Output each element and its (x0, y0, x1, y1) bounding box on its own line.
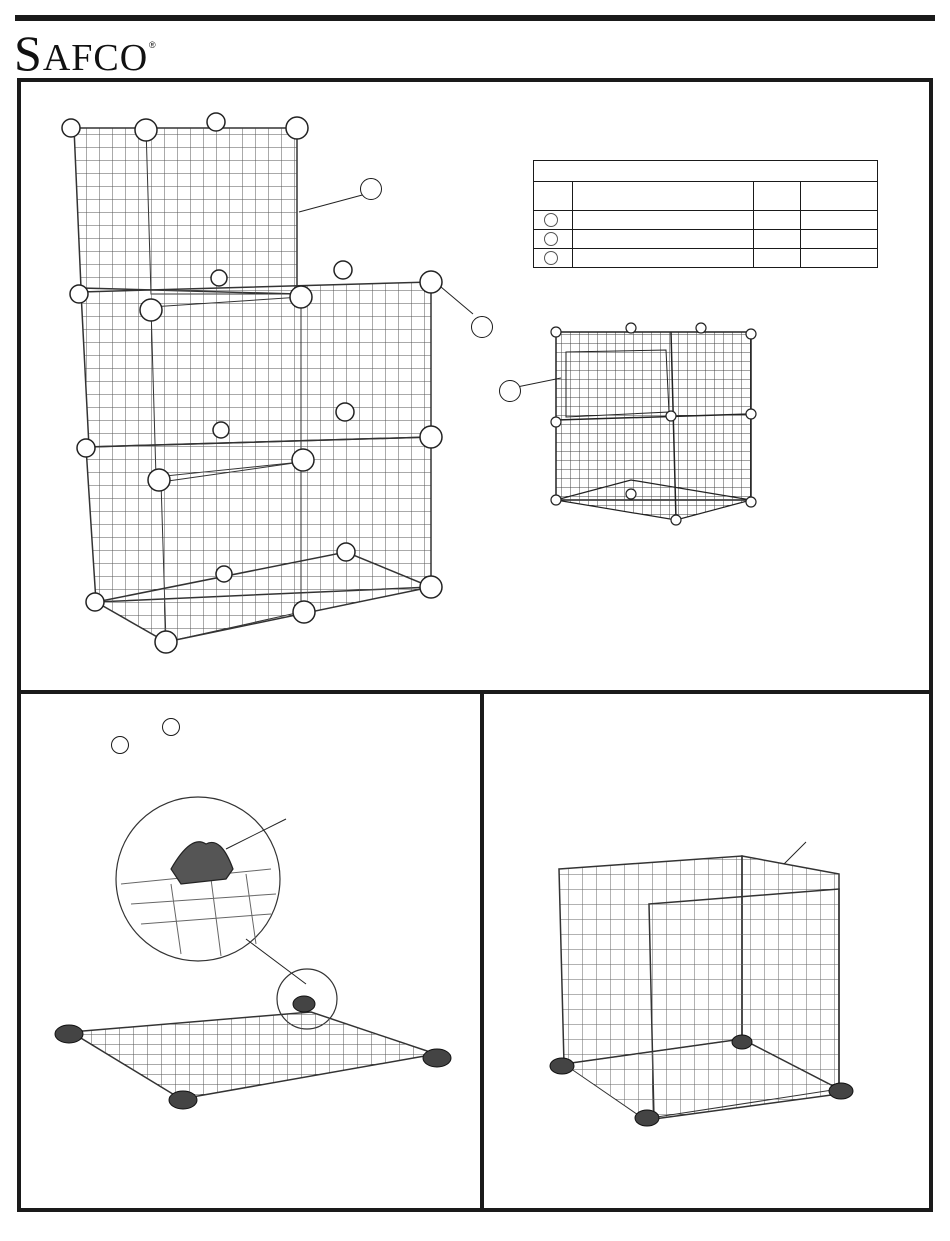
step-2-panel (480, 690, 933, 1212)
parts-table-cell (801, 211, 878, 230)
parts-table-cell (801, 230, 878, 249)
parts-table-cell (573, 211, 754, 230)
parts-table-header-qty-a (754, 182, 801, 211)
callout-connector (471, 316, 493, 338)
parts-table-row (534, 249, 878, 268)
connector-detail-zoom (116, 797, 306, 984)
brand-rest: AFCO (42, 37, 149, 79)
parts-table-cell (754, 249, 801, 268)
parts-table-cell (801, 249, 878, 268)
parts-table-header-description (573, 182, 754, 211)
parts-table-key-cell (534, 211, 573, 230)
callout-grid-panel (360, 178, 382, 200)
top-rule (15, 15, 935, 21)
base-grid-panel (55, 996, 451, 1109)
parts-table-key-cell (534, 249, 573, 268)
step-1-panel (17, 690, 484, 1212)
open-cube-frame (550, 842, 853, 1126)
parts-table-cell (754, 211, 801, 230)
overview-panel (17, 78, 933, 694)
part-key-circle (544, 251, 558, 265)
parts-table-key-cell (534, 230, 573, 249)
parts-table-header-key (534, 182, 573, 211)
large-cube-assembly (62, 113, 473, 653)
step-1-illustration (21, 694, 488, 1216)
parts-table (533, 160, 878, 268)
parts-table-header-row (534, 182, 878, 211)
parts-table-title-row (534, 161, 878, 182)
part-key-circle (544, 232, 558, 246)
parts-table-header-qty-b (801, 182, 878, 211)
callout-small-unit (499, 380, 521, 402)
part-key-circle (544, 213, 558, 227)
parts-table-cell (573, 230, 754, 249)
brand-logo (14, 25, 164, 81)
parts-table-cell (573, 249, 754, 268)
parts-table-row (534, 211, 878, 230)
registered-mark: ® (149, 40, 156, 50)
step-2-illustration (484, 694, 937, 1216)
brand-initial: S (14, 25, 43, 81)
parts-table-row (534, 230, 878, 249)
parts-table-title-cell (534, 161, 878, 182)
brand-wordmark (14, 25, 149, 81)
small-cube-assembly (517, 323, 756, 525)
parts-table-cell (754, 230, 801, 249)
